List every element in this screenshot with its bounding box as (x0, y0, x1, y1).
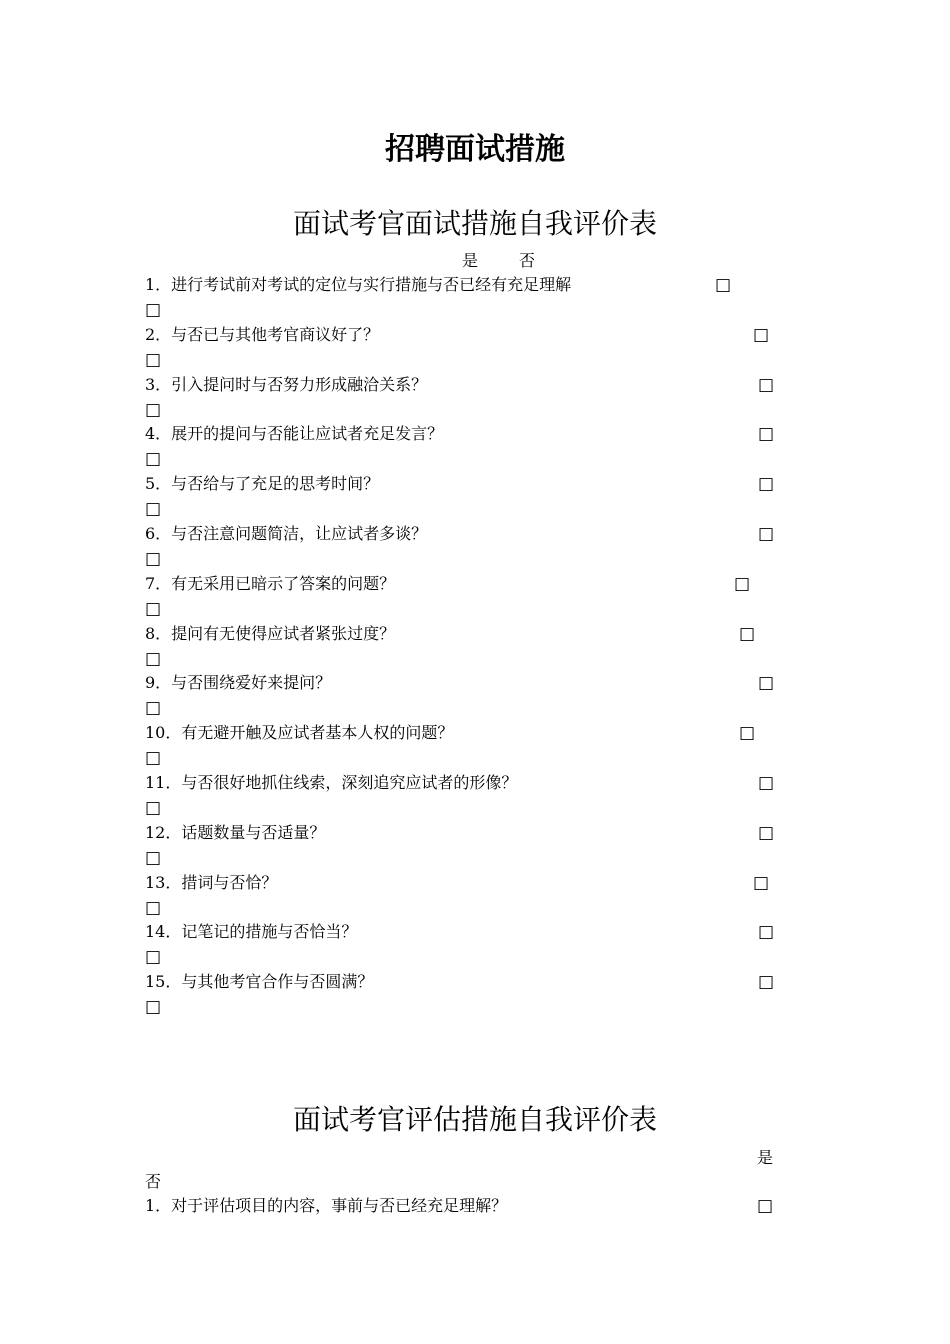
section1-title: 面试考官面试措施自我评价表 (292, 207, 657, 240)
section2-yes-header: 是 (757, 1148, 774, 1167)
no-checkbox[interactable]: □ (145, 947, 162, 967)
question-text: 4．展开的提问与否能让应试者充足发言？ (145, 424, 444, 443)
no-checkbox[interactable]: □ (145, 300, 162, 320)
yes-checkbox[interactable]: □ (753, 325, 770, 345)
yes-checkbox[interactable]: □ (758, 673, 775, 693)
yes-checkbox[interactable]: □ (758, 922, 775, 942)
no-checkbox[interactable]: □ (145, 898, 162, 918)
no-checkbox[interactable]: □ (145, 698, 162, 718)
yes-checkbox[interactable]: □ (758, 424, 775, 444)
question-row (145, 522, 785, 572)
no-checkbox[interactable]: □ (145, 649, 162, 669)
question-text: 6．与否注意问题简洁，让应试者多谈？ (145, 524, 428, 543)
no-checkbox[interactable]: □ (145, 350, 162, 370)
section2-question-1: 1．对于评估项目的内容，事前与否已经充足理解？ (145, 1196, 508, 1215)
no-checkbox[interactable]: □ (145, 449, 162, 469)
yes-checkbox[interactable]: □ (758, 375, 775, 395)
question-text: 10．有无避开触及应试者基本人权的问题？ (145, 723, 454, 742)
no-checkbox[interactable]: □ (145, 499, 162, 519)
question-text: 8．提问有无使得应试者紧张过度？ (145, 624, 396, 643)
yes-checkbox[interactable]: □ (715, 275, 732, 295)
no-checkbox[interactable]: □ (145, 549, 162, 569)
question-row (145, 721, 785, 771)
no-checkbox[interactable]: □ (145, 997, 162, 1017)
yes-checkbox[interactable]: □ (739, 723, 756, 743)
question-text: 5．与否给与了充足的思考时间？ (145, 474, 380, 493)
question-row (145, 323, 785, 373)
yes-checkbox[interactable]: □ (758, 823, 775, 843)
section2-title: 面试考官评估措施自我评价表 (292, 1103, 657, 1136)
yes-checkbox[interactable]: □ (734, 574, 751, 594)
yes-checkbox[interactable]: □ (758, 773, 775, 793)
yes-checkbox[interactable]: □ (758, 474, 775, 494)
question-row (145, 671, 785, 721)
section1-yes-header: 是 (462, 251, 479, 270)
question-text: 2．与否已与其他考官商议好了？ (145, 325, 380, 344)
no-checkbox[interactable]: □ (145, 599, 162, 619)
question-row (145, 273, 785, 323)
question-text: 7．有无采用已暗示了答案的问题？ (145, 574, 396, 593)
question-text: 3．引入提问时与否努力形成融洽关系？ (145, 375, 428, 394)
section2-yes-checkbox-1[interactable]: □ (757, 1196, 774, 1216)
question-text: 11．与否很好地抓住线索，深刻追究应试者的形像？ (145, 773, 518, 792)
section1-no-header: 否 (519, 251, 536, 270)
question-row (145, 821, 785, 871)
question-row (145, 622, 785, 672)
question-row (145, 373, 785, 423)
question-text: 13．措词与否恰？ (145, 873, 278, 892)
section2-no-header: 否 (145, 1172, 162, 1191)
question-row (145, 871, 785, 921)
question-row (145, 472, 785, 522)
question-text: 1．进行考试前对考试的定位与实行措施与否已经有充足理解 (145, 275, 572, 294)
question-text: 15．与其他考官合作与否圆满？ (145, 972, 374, 991)
question-row (145, 422, 785, 472)
question-row (145, 970, 785, 1020)
no-checkbox[interactable]: □ (145, 748, 162, 768)
question-row (145, 920, 785, 970)
yes-checkbox[interactable]: □ (739, 624, 756, 644)
yes-checkbox[interactable]: □ (758, 524, 775, 544)
no-checkbox[interactable]: □ (145, 798, 162, 818)
yes-checkbox[interactable]: □ (753, 873, 770, 893)
no-checkbox[interactable]: □ (145, 848, 162, 868)
question-text: 9．与否围绕爱好来提问？ (145, 673, 332, 692)
question-text: 14．记笔记的措施与否恰当？ (145, 922, 358, 941)
yes-checkbox[interactable]: □ (758, 972, 775, 992)
document-title: 招聘面试措施 (385, 132, 565, 167)
question-text: 12．话题数量与否适量？ (145, 823, 326, 842)
no-checkbox[interactable]: □ (145, 400, 162, 420)
question-row (145, 572, 785, 622)
question-row (145, 771, 785, 821)
